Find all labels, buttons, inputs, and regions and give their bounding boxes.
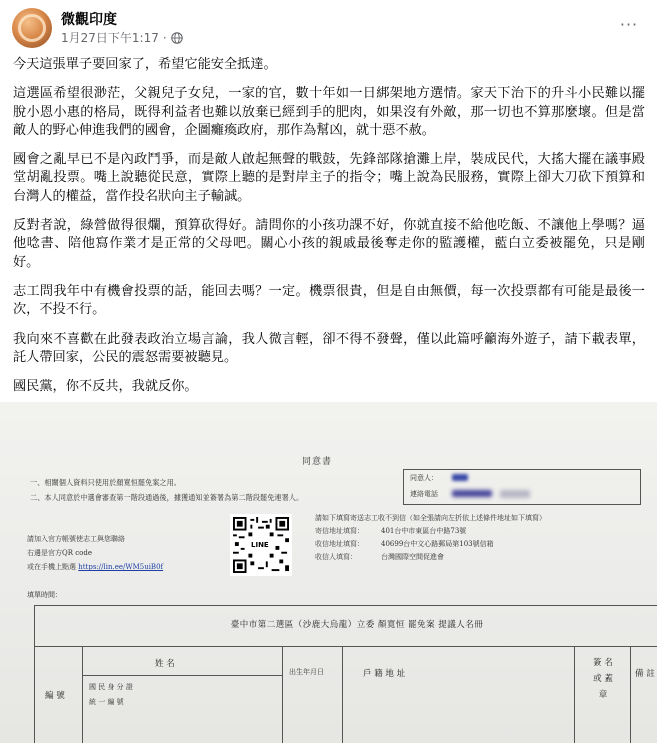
mailing-key: 收信地址填寫： xyxy=(315,540,364,548)
mailing-value: 401台中市東區台中路73號 xyxy=(381,527,467,535)
col-id-label: 國 民 身 分 證 xyxy=(89,683,133,691)
post-text xyxy=(13,56,645,407)
col-signature-label: 簽 名 或 蓋 章 xyxy=(593,658,613,700)
mailing-intro: 請如下填寫寄送志工收不到信（如全張請向左折依上述條件地址如下填寫） xyxy=(315,514,546,522)
phone-label: 連絡電話 xyxy=(410,490,438,498)
mailing-value: 40699台中文心路郵局第103號信箱 xyxy=(381,540,494,548)
post-paragraph: 我向來不喜歡在此發表政治立場言論，我人微言輕，卻不得不發聲，僅以此篇呼籲海外遊子，請下載表單，託人帶回家，公民的震怒需要被聽見。 xyxy=(13,331,645,365)
post-paragraph: 這選區希望很渺茫，父親兒子女兒，一家的官，數十年如一日綁架地方選情。家天下治下的升斗小民難以擺脫小恩小惠的格局，既得利益者也難以放棄已經到手的肥肉，如果沒有外敵，那一切也不算那麼壞。但是當敵人的野心伸進我們的國會，企圖癱瘓政府，那作為幫凶，就十惡不赦。 xyxy=(13,86,645,138)
hint-line-text: 或在手機上點選 xyxy=(27,563,76,571)
col-name-label: 姓 名 xyxy=(155,659,175,669)
post-photo[interactable] xyxy=(0,402,657,743)
redacted-phone xyxy=(452,490,492,497)
col-name xyxy=(83,647,283,743)
col-signature xyxy=(575,647,631,743)
col-address xyxy=(343,647,575,743)
col-number xyxy=(35,647,83,743)
col-birth xyxy=(283,647,343,743)
hint-line: 請加入官方帳號使志工與您聯絡 xyxy=(27,535,125,543)
fill-time-label: 填單時間： xyxy=(27,591,62,599)
more-options-icon[interactable]: ··· xyxy=(619,14,639,34)
hint-line xyxy=(27,560,163,574)
mailing-key: 收信人填寫： xyxy=(315,553,357,561)
author-name[interactable]: 微觀印度 xyxy=(61,12,117,28)
qr-line-label: LINE xyxy=(251,541,269,549)
post-meta xyxy=(61,29,183,46)
post-paragraph: 反對者說，綠營做得很爛，預算砍得好。請問你的小孩功課不好，你就直接不給他吃飯、不讓他上學嗎？逼他唸書、陪他寫作業才是正常的父母吧。關心小孩的親戚最後奪走你的監護權，藍白立委被罷免，只是剛好。 xyxy=(13,218,645,270)
mailing-info xyxy=(315,512,546,564)
post-paragraph: 志工問我年中有機會投票的話，能回去嗎？一定。機票很貴，但是自由無價，每一次投票都有可能是最後一次，不投不行。 xyxy=(13,283,645,318)
col-note xyxy=(631,647,657,743)
line-link: https://lin.ee/WM5uiB0f xyxy=(78,563,164,571)
col-birth-label: 出生年月日 xyxy=(289,668,324,676)
meta-separator: · xyxy=(162,30,167,45)
col-id-label-2: 統 一 編 號 xyxy=(89,698,124,706)
petition-paper xyxy=(0,402,657,743)
mailing-row xyxy=(315,551,546,564)
consent-line: 二、本人同意於中選會審查第一階段通過後，據獲通知並簽署為第二階段罷免連署人。 xyxy=(30,493,304,502)
globe-icon xyxy=(171,32,183,44)
col-number-label: 編 號 xyxy=(45,691,65,701)
consent-line: 一、相關個人資料只使用於顏寬恒罷免案之用。 xyxy=(30,478,181,487)
redacted-phone-extra xyxy=(500,490,530,498)
petition-form xyxy=(34,605,657,743)
col-address-label: 戶 籍 地 址 xyxy=(363,669,406,679)
post-paragraph: 今天這張單子要回家了，希望它能安全抵達。 xyxy=(13,57,277,72)
consent-text xyxy=(30,475,303,505)
redacted-name xyxy=(452,474,468,481)
mailing-row xyxy=(315,525,546,538)
form-table-header xyxy=(35,646,657,743)
signer-label: 同意人： xyxy=(410,474,438,482)
post-paragraph: 國民黨，你不反共，我就反你。 xyxy=(13,379,198,395)
post-paragraph: 國會之亂早已不是內政鬥爭，而是敵人啟起無聲的戰鼓，先鋒部隊搶灘上岸，裝成民代，大搖大擺在議事殿堂胡亂投票。嘴上說聽從民意，實際上聽的是對岸主子的指令；嘴上說為民服務，實際上卻大刀砍下預算和台灣人的權益，當作投名狀向主子輸誠。 xyxy=(13,152,645,204)
line-hint xyxy=(27,532,163,574)
post-header xyxy=(0,0,657,52)
form-title: 臺中市第二選區（沙鹿大烏龍）立委 顏寬恒 罷免案 提議人名冊 xyxy=(230,620,484,630)
mailing-row xyxy=(315,538,546,551)
mailing-value: 台灣國際空間促進會 xyxy=(381,553,444,561)
signer-box xyxy=(403,469,641,505)
post-date[interactable]: 1月27日下午1:17 xyxy=(61,31,159,45)
avatar[interactable] xyxy=(12,8,52,48)
col-note-label: 備 註 xyxy=(635,669,655,679)
doc-title: 同意書 xyxy=(302,457,333,467)
hint-line: 右邊是官方QR code xyxy=(27,549,92,557)
mailing-key: 寄信地址填寫： xyxy=(315,527,364,535)
